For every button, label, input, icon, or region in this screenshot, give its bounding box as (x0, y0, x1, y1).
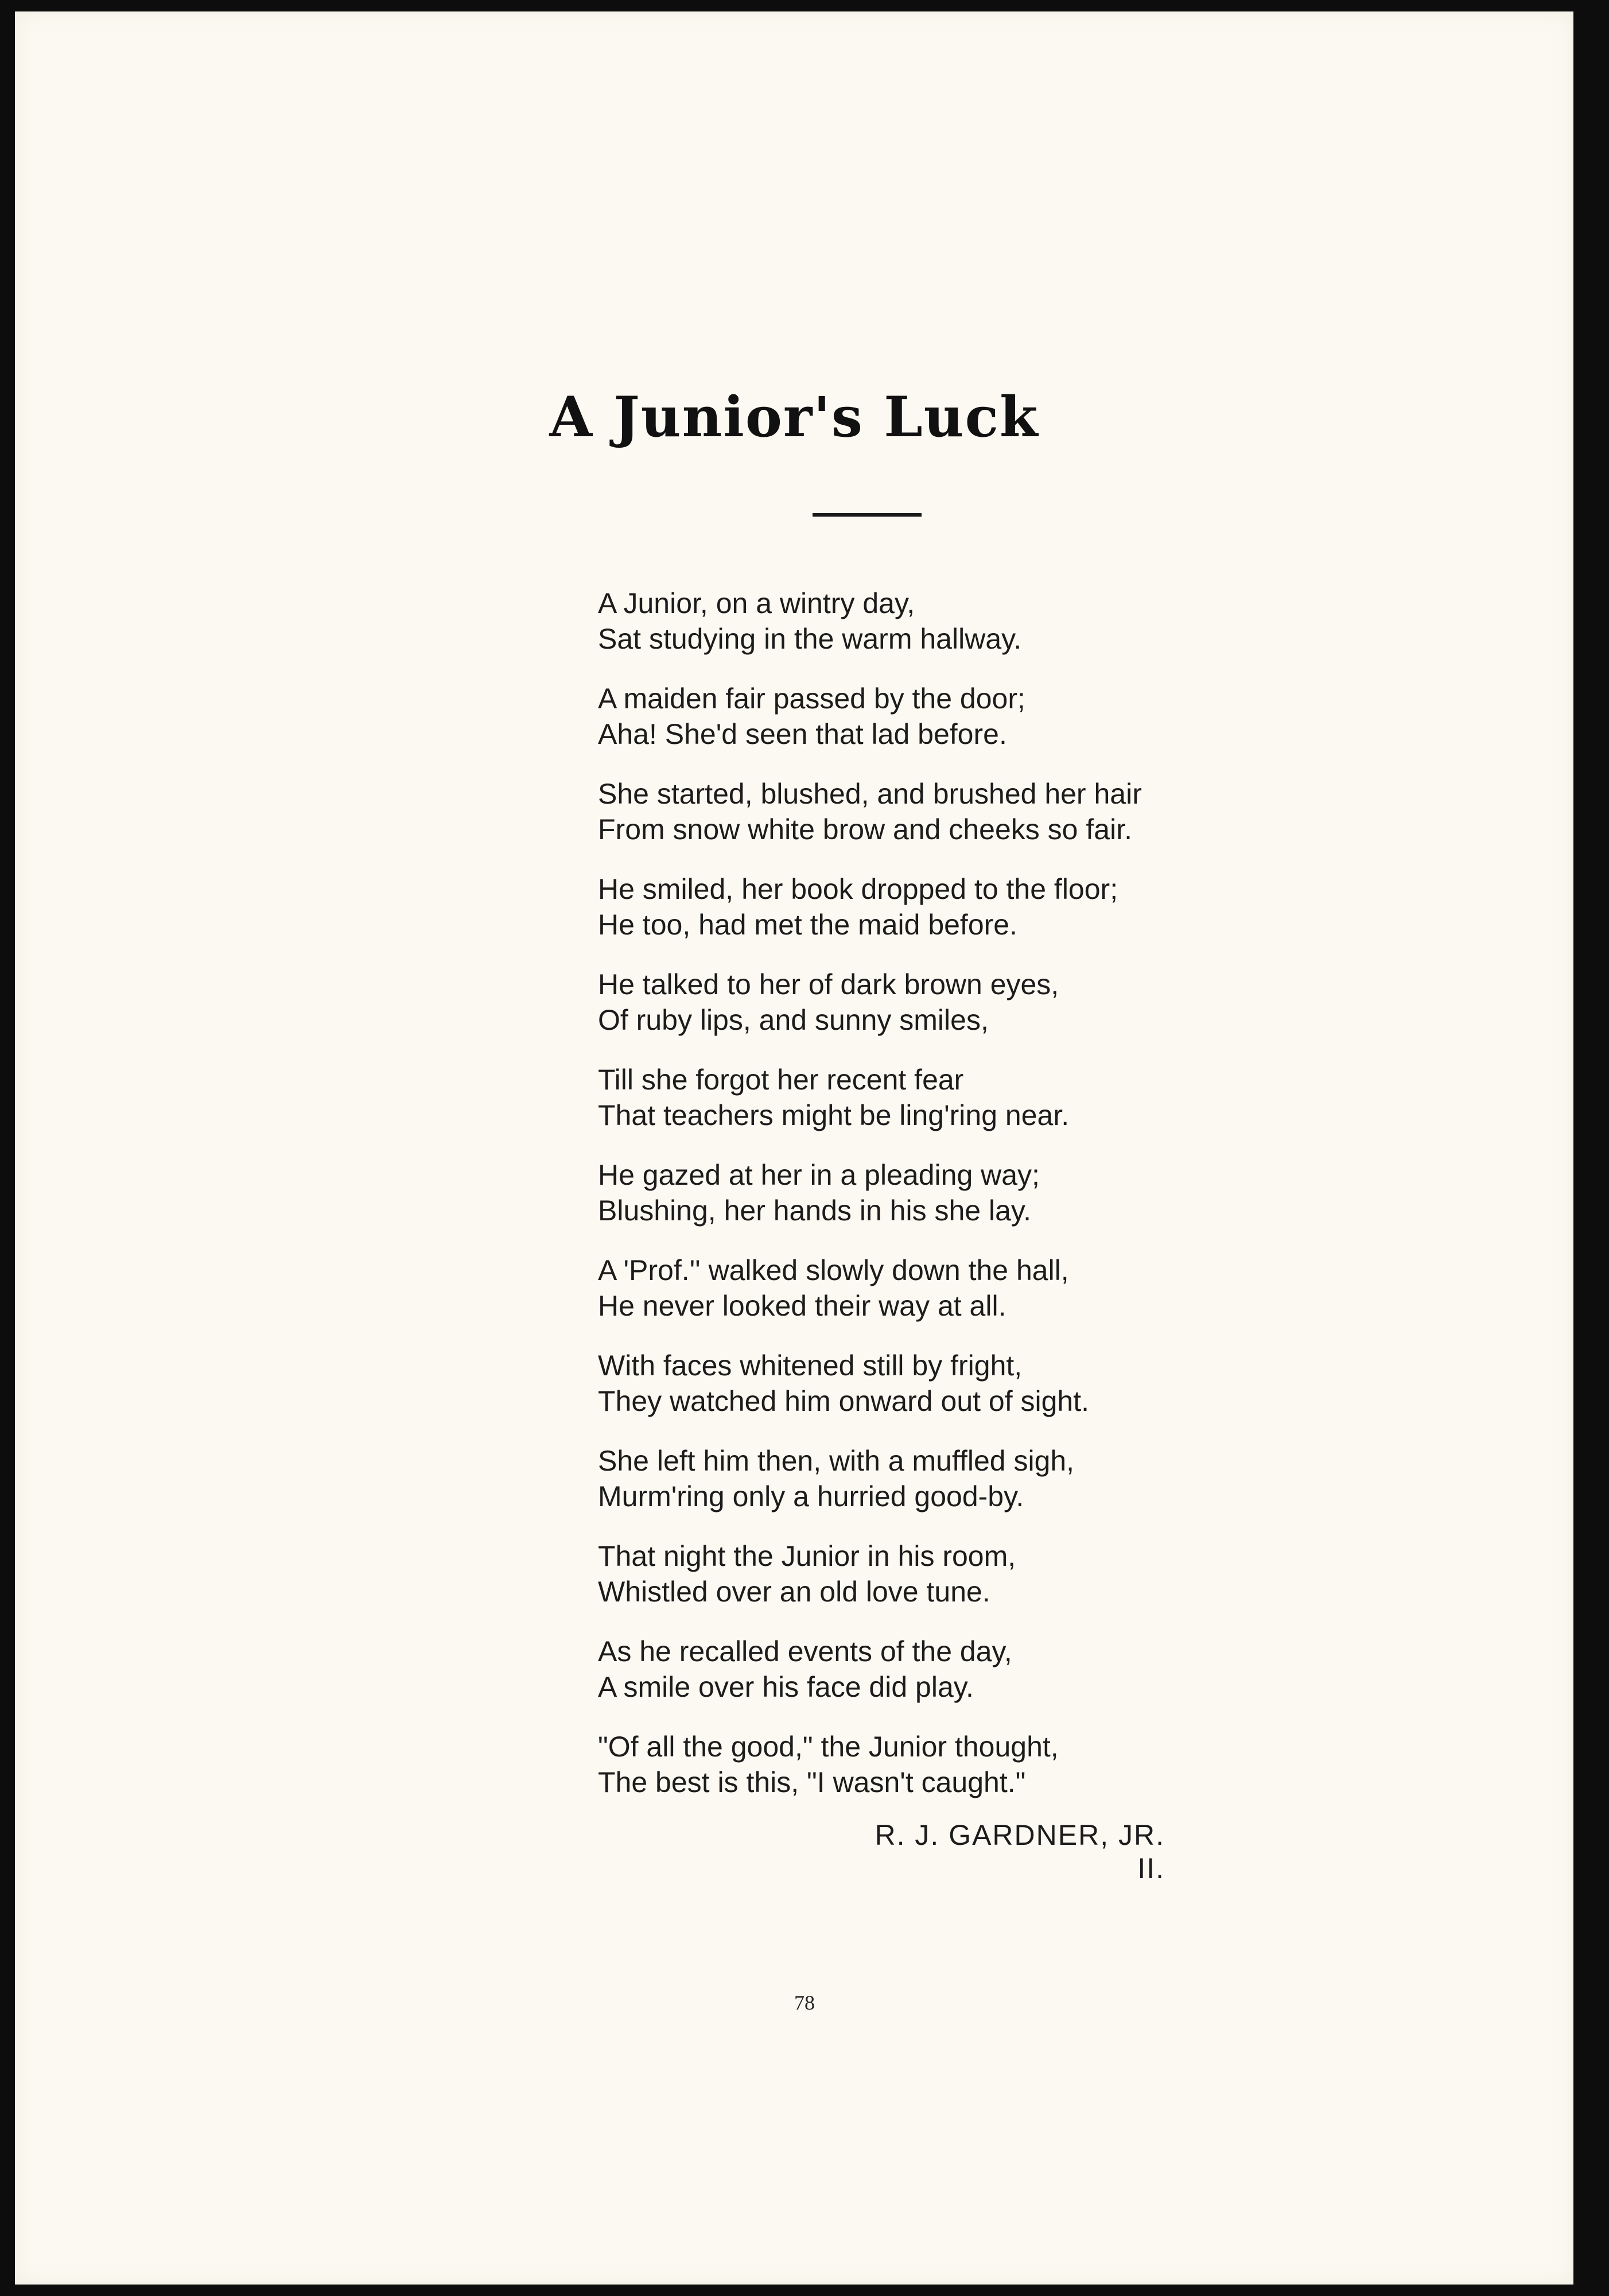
poem-line: With faces whitened still by fright, (598, 1349, 1023, 1382)
poem-stanza (598, 967, 1229, 1038)
poem-stanza (598, 1729, 1229, 1800)
poem-line: She started, blushed, and brushed her hair (598, 778, 1142, 810)
document-page (15, 11, 1573, 2285)
poem-line: He gazed at her in a pleading way; (598, 1159, 1040, 1191)
poem-line: Till she forgot her recent fear (598, 1064, 964, 1096)
poem-line: Blushing, her hands in his she lay. (598, 1194, 1032, 1227)
poem-line: The best is this, "I wasn't caught." (598, 1766, 1026, 1798)
poem-line: That night the Junior in his room, (598, 1540, 1016, 1572)
poem-line: A maiden fair passed by the door; (598, 682, 1025, 715)
poem-line: That teachers might be ling'ring near. (598, 1099, 1070, 1131)
poem-body (598, 585, 1229, 1824)
signature: R. J. GARDNER, JR. II. (875, 1819, 1165, 1884)
poem-line: "Of all the good," the Junior thought, (598, 1731, 1059, 1763)
poem-line: As he recalled events of the day, (598, 1635, 1012, 1667)
poem-line: A Junior, on a wintry day, (598, 587, 915, 619)
poem-stanza (598, 1252, 1229, 1324)
poem-line: He smiled, her book dropped to the floor; (598, 873, 1118, 905)
poem-stanza (598, 1443, 1229, 1514)
poem-title: A Junior's Luck (549, 385, 1039, 449)
poem-stanza (598, 776, 1229, 847)
poem-line: A smile over his face did play. (598, 1671, 974, 1703)
poem-stanza (598, 1348, 1229, 1419)
poem-line: He talked to her of dark brown eyes, (598, 968, 1059, 1000)
poem-line: Aha! She'd seen that lad before. (598, 718, 1007, 750)
poem-line: Whistled over an old love tune. (598, 1576, 990, 1608)
title-divider (813, 513, 922, 517)
poem-line: Murm'ring only a hurried good-by. (598, 1480, 1024, 1512)
poem-stanza (598, 871, 1229, 943)
poem-line: They watched him onward out of sight. (598, 1385, 1090, 1417)
poem-line: She left him then, with a muffled sigh, (598, 1445, 1075, 1477)
poem-line: He too, had met the maid before. (598, 909, 1017, 941)
poem-stanza (598, 1157, 1229, 1228)
poem-stanza (598, 681, 1229, 752)
poem-stanza (598, 1538, 1229, 1609)
poem-line: He never looked their way at all. (598, 1290, 1006, 1322)
poem-stanza (598, 585, 1229, 657)
poem-line: From snow white brow and cheeks so fair. (598, 813, 1132, 846)
poem-line: Of ruby lips, and sunny smiles, (598, 1004, 989, 1036)
poem-line: A 'Prof.'' walked slowly down the hall, (598, 1254, 1069, 1286)
poem-stanza (598, 1634, 1229, 1705)
page-number: 78 (794, 1991, 815, 2014)
poem-stanza (598, 1062, 1229, 1133)
poem-line: Sat studying in the warm hallway. (598, 623, 1022, 655)
